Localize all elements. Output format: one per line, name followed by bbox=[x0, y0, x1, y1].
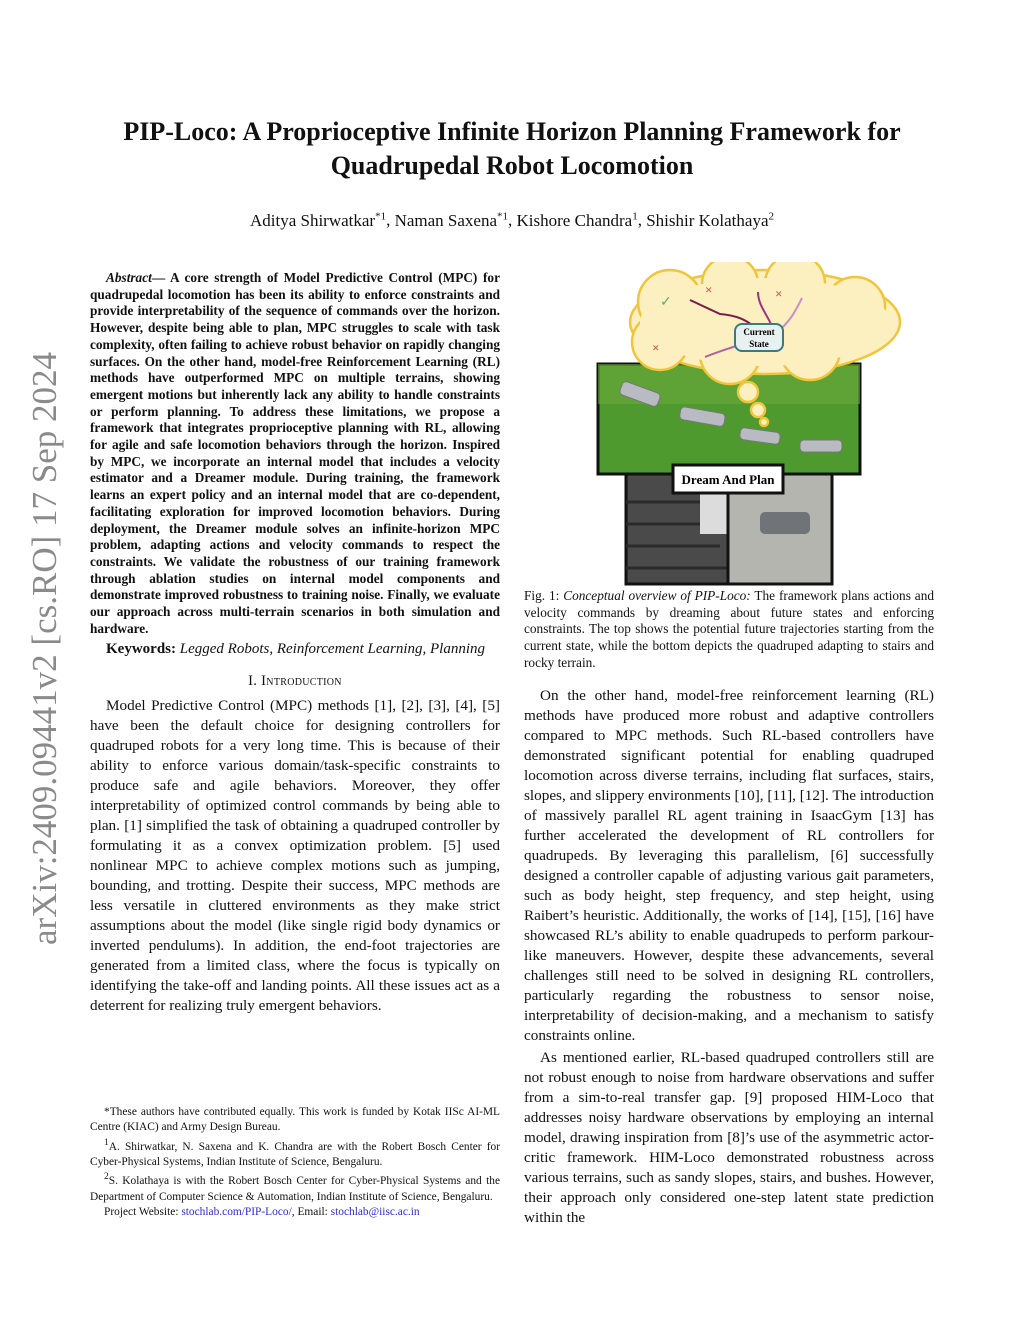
website-link[interactable]: stochlab.com/PIP-Loco/ bbox=[181, 1206, 292, 1219]
svg-text:×: × bbox=[705, 282, 713, 297]
svg-text:Current: Current bbox=[743, 327, 775, 337]
svg-text:State: State bbox=[749, 339, 769, 349]
footnote-equal: *These authors have contributed equally. This work is funded by Kotak IISc AI-ML Centre (KIAC) and Army Design Bureau. bbox=[90, 1106, 500, 1134]
paragraph: As mentioned earlier, RL-based quadruped controllers still are not robust enough to noise from hardware observations and suffer from a sim-to-real transfer gap. [9] proposed HIM-Loco that addresses noisy hardware observations by employing an internal model, drawing inspiration from [8]’s use of the asymmetric actor-critic framework. HIM-Loco demonstrated robustness across various terrains, such as sandy slopes, stairs, and bushes. However, their approach only considered one-step latent state prediction within the bbox=[524, 1048, 934, 1226]
author: Aditya Shirwatkar$^{*1}$ bbox=[249, 210, 387, 230]
svg-text:Dream And Plan: Dream And Plan bbox=[681, 472, 775, 487]
figure-caption: Fig. 1: Conceptual overview of PIP-Loco: The framework plans actions and velocity commands by dreaming about future states and enforcing constraints. The top shows the potential future trajectories starting from the current state, while the bottom depicts the quadruped adapting to stairs and rocky terrain. bbox=[524, 588, 934, 670]
footnotes bbox=[90, 1105, 500, 1220]
left-column bbox=[90, 270, 500, 1016]
check-icon: ✓ bbox=[660, 295, 672, 310]
author: Shishir Kolathaya$^2$ bbox=[646, 210, 774, 230]
author: Naman Saxena$^{*1}$ bbox=[394, 210, 509, 230]
paragraph: Model Predictive Control (MPC) methods [1], [2], [3], [4], [5] have been the default choice for designing controllers for quadruped robots for a very long time. This is because of their ability to enforce various domain/task-specific constraints to produce safe and agile behaviors. Moreover, they offer interpretability of optimized control commands by being able to plan. [1] simplified the task of obtaining a quadruped controller by formulating it as a convex optimization problem. [5] used nonlinear MPC to achieve complex motions such as jumping, bounding, and trotting. Despite their success, MPC methods are less versatile in cluttered environments as they make strict assumptions about the model (like single rigid body dynamics or inverted pendulums). In addition, the end-foot trajectories are generated from a limited class, where the focus is typically on identifying the take-off and landing points. All these issues act as a deterrent for realizing truly emergent behaviors. bbox=[90, 697, 500, 1015]
footnote-aff2: $^2$S. Kolathaya is with the Robert Bosch Center for Cyber-Physical Systems and the Department of Computer Science & Automation, Indian Institute of Science, Bengaluru. bbox=[90, 1172, 500, 1203]
paper-title: PIP-Loco: A Proprioceptive Infinite Horizon Planning Framework for Quadrupedal Robot Locomotion bbox=[123, 117, 901, 180]
svg-text:×: × bbox=[652, 340, 660, 355]
paragraph: On the other hand, model-free reinforcement learning (RL) methods have produced more robust and adaptive controllers compared to MPC methods. Such RL-based controllers have demonstrated significant potential for enabling quadruped locomotion across diverse terrains, including flat surfaces, stairs, slopes, and slippery environments [10], [11], [12]. The introduction of massively parallel RL agent training in IsaacGym [13] has further accelerated the development of RL controllers for quadrupeds. By leveraging this parallelism, [6] successfully designed a controller capable of adjusting various gait parameters, such as body height, step frequency, and step height, using Raibert’s heuristic. Additionally, the works of [14], [15], [16] have showcased RL’s ability to enable quadrupeds to perform parkour-like maneuvers. However, despite these advancements, several challenges still need to be solved in designing RL controllers, particularly regarding the robustness to sensor noise, interpretability of decision-making, and a mechanism to satisfy constraints online. bbox=[524, 686, 934, 1044]
arxiv-stamp: arXiv:2409.09441v2 [cs.RO] 17 Sep 2024 bbox=[25, 351, 64, 945]
svg-text:×: × bbox=[775, 286, 783, 301]
figure-1 bbox=[580, 262, 950, 592]
footnote-links: Project Website: stochlab.com/PIP-Loco/, Email: stochlab@iisc.ac.in bbox=[104, 1206, 420, 1219]
right-column bbox=[524, 588, 934, 1228]
email-link[interactable]: stochlab@iisc.ac.in bbox=[330, 1206, 420, 1219]
keywords: Keywords: Legged Robots, Reinforcement Learning, Planning bbox=[106, 641, 485, 658]
footnote-aff1: $^1$A. Shirwatkar, N. Saxena and K. Chandra are with the Robert Bosch Center for Cyber-Physical Systems, Indian Institute of Science, Bengaluru. bbox=[90, 1137, 500, 1169]
figure-illustration bbox=[580, 262, 950, 592]
section-heading: I. Introduction bbox=[248, 673, 342, 690]
author-list: Aditya Shirwatkar$^{*1}$, Naman Saxena$^{*1}$, Kishore Chandra$^1$, Shishir Kolathaya$^2$ bbox=[249, 210, 774, 230]
author: Kishore Chandra$^1$ bbox=[516, 210, 638, 230]
abstract: Abstract— A core strength of Model Predictive Control (MPC) for quadrupedal locomotion has been its ability to enforce constraints and provide interpretability of the sequence of commands over the horizon. However, despite being able to plan, MPC struggles to scale with task complexity, often failing to achieve robust behavior on rapidly changing surfaces. On the other hand, model-free Reinforcement Learning (RL) methods have outperformed MPC on multiple terrains, showing emergent motions but inherently lack any ability to handle constraints or perform planning. To address these limitations, we propose a framework that integrates proprioceptive planning with RL, allowing for agile and safe locomotion behaviors through the horizon. Inspired by MPC, we incorporate an internal model that includes a velocity estimator and a Dreamer module. During training, the framework learns an expert policy and an internal model that are co-dependent, facilitating exploration for improved locomotion behaviors. During deployment, the Dreamer module solves an infinite-horizon MPC problem, adapting actions and velocity commands to respect the constraints. We validate the robustness of our training framework through ablation studies on internal model components and demonstrate improved robustness to training noise. Finally, we evaluate our approach across multi-terrain scenarios in both simulation and hardware. bbox=[90, 270, 500, 636]
